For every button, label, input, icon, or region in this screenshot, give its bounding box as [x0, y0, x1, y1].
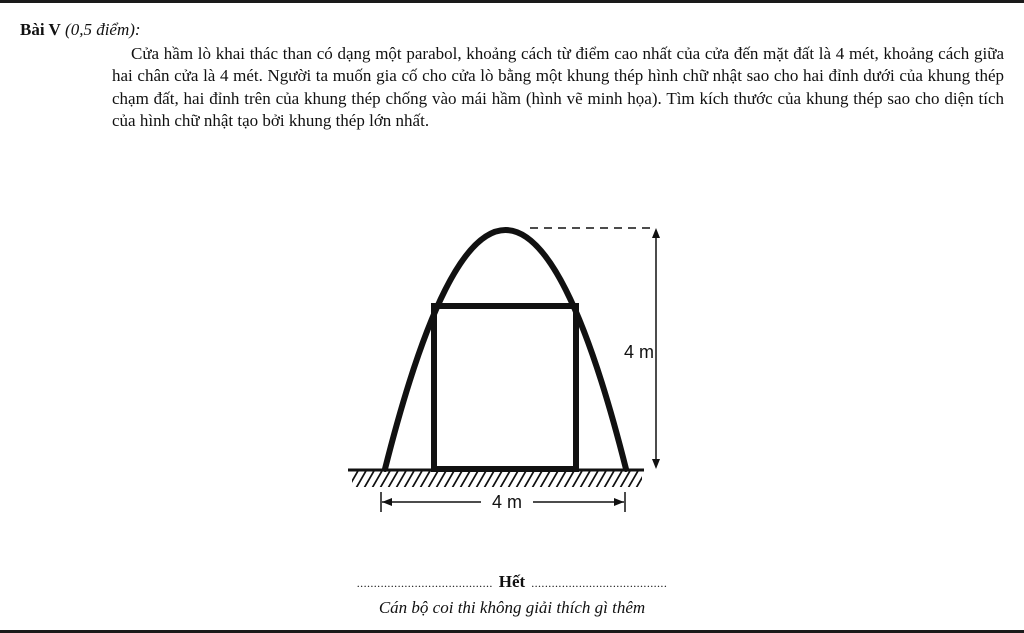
- problem-text: Cửa hầm lò khai thác than có dạng một parabol, khoảng cách từ điểm cao nhất của cửa đến mặt đất là 4 mét, khoảng cách giữa hai chân cửa là 4 mét. Người ta muốn gia cố cho cửa lò bằng một khung thép hình chữ nhật sao cho hai đỉnh dưới của khung thép chạm đất, hai đỉnh trên của khung thép chống vào mái hầm (hình vẽ minh họa). Tìm kích thước của khung thép sao cho diện tích của hình chữ nhật tạo bởi khung thép lớn nhất.: [112, 44, 1004, 131]
- problem-label: Bài V: [20, 20, 61, 39]
- ground-hatch: [352, 470, 642, 487]
- problem-points: (0,5 điểm):: [65, 20, 141, 39]
- end-marker: [0, 572, 1024, 592]
- proctor-note: Cán bộ coi thi không giải thích gì thêm: [378, 598, 646, 617]
- end-dots-right: ........................................: [531, 576, 668, 590]
- steel-frame-rectangle: [434, 306, 576, 469]
- width-arrow-left-icon: [382, 498, 392, 506]
- height-arrow-up-icon: [652, 228, 660, 238]
- parabola-diagram: [340, 218, 660, 528]
- end-dots-left: ........................................: [356, 576, 493, 590]
- width-arrow-right-icon: [614, 498, 624, 506]
- end-word: Hết: [498, 572, 526, 591]
- problem-heading: [20, 20, 141, 40]
- height-arrow-down-icon: [652, 459, 660, 469]
- parabola-figure: [340, 218, 660, 528]
- top-border: [0, 0, 1024, 3]
- height-label: 4 m: [623, 342, 655, 362]
- parabola-arch: [385, 230, 626, 469]
- width-label: 4 m: [491, 492, 523, 512]
